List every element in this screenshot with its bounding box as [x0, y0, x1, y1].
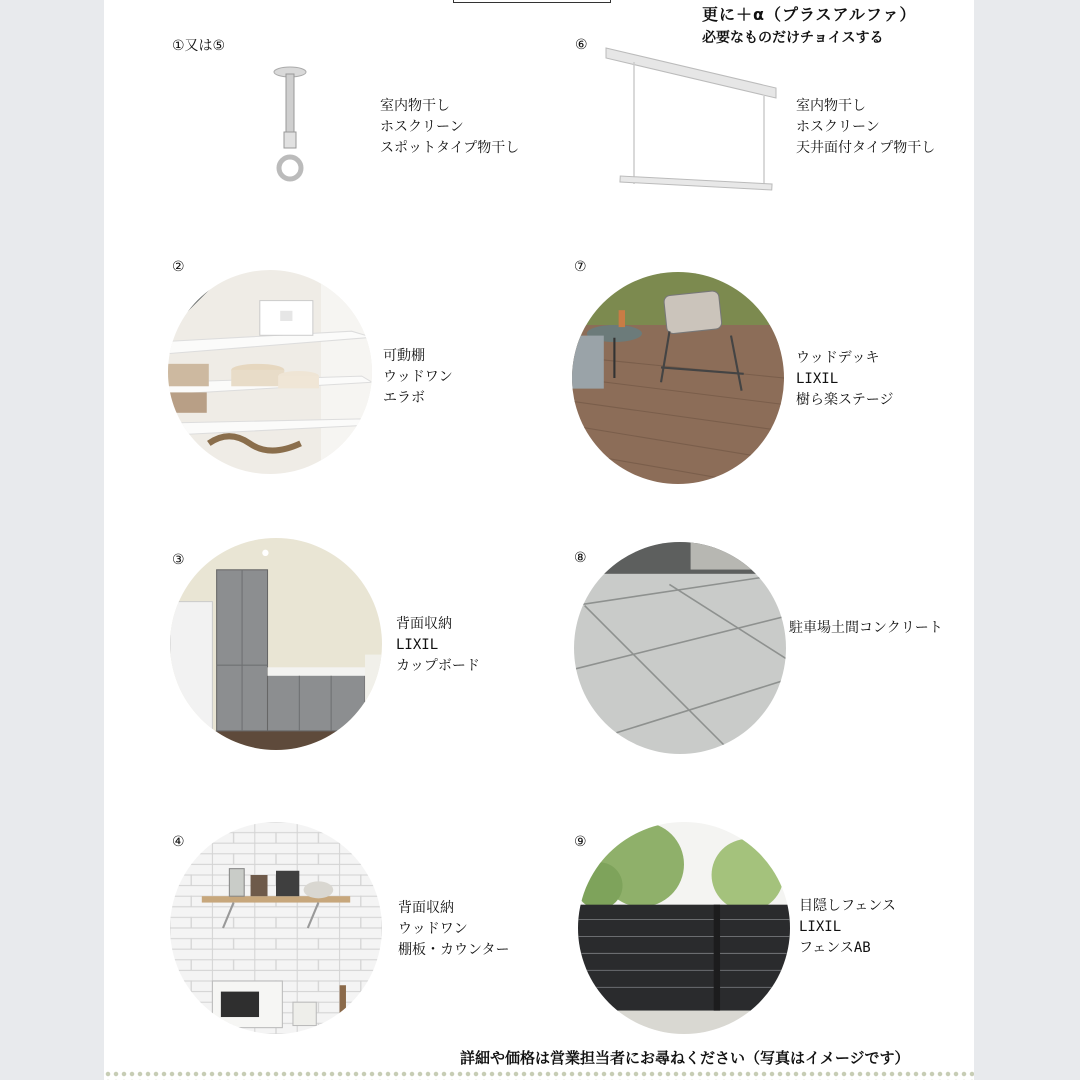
concrete-image	[574, 542, 786, 754]
heading-title: 更に＋α（プラスアルファ）	[702, 5, 917, 24]
cupboard-image	[170, 538, 382, 750]
item-number: ①又は⑤	[172, 38, 226, 54]
ceiling-hanger-image	[600, 44, 780, 200]
heading-subtitle: 必要なものだけチョイスする	[702, 30, 884, 46]
dotted-border	[104, 1070, 974, 1080]
item-label: 可動棚 ウッドワン エラボ	[383, 348, 453, 406]
item-label: 目隠しフェンス LIXIL フェンスAB	[799, 898, 896, 956]
wood-deck-image	[572, 272, 784, 484]
item-label: 室内物干し ホスクリーン 天井面付タイプ物干し	[796, 98, 936, 156]
spot-hanger-image	[262, 62, 318, 190]
item-number: ④	[172, 834, 185, 850]
item-number: ⑦	[574, 259, 587, 275]
item-label: 背面収納 ウッドワン 棚板・カウンター	[398, 900, 510, 958]
fence-image	[578, 822, 790, 1034]
kitchen-shelf-image	[170, 822, 382, 1034]
item-label: ウッドデッキ LIXIL 樹ら楽ステージ	[796, 350, 894, 408]
top-tab-decoration	[453, 0, 611, 3]
item-label: 室内物干し ホスクリーン スポットタイプ物干し	[380, 98, 520, 156]
page-heading	[702, 2, 917, 47]
item-number: ⑧	[574, 550, 587, 566]
item-label: 背面収納 LIXIL カップボード	[396, 616, 480, 674]
footer-note: 詳細や価格は営業担当者にお尋ねください（写真はイメージです）	[460, 1049, 910, 1067]
shelves-image	[168, 270, 372, 474]
item-number: ②	[172, 259, 185, 275]
item-label: 駐車場土間コンクリート	[789, 620, 943, 636]
item-number: ⑥	[575, 37, 588, 53]
item-number: ⑨	[574, 834, 587, 850]
item-number: ③	[172, 552, 185, 568]
